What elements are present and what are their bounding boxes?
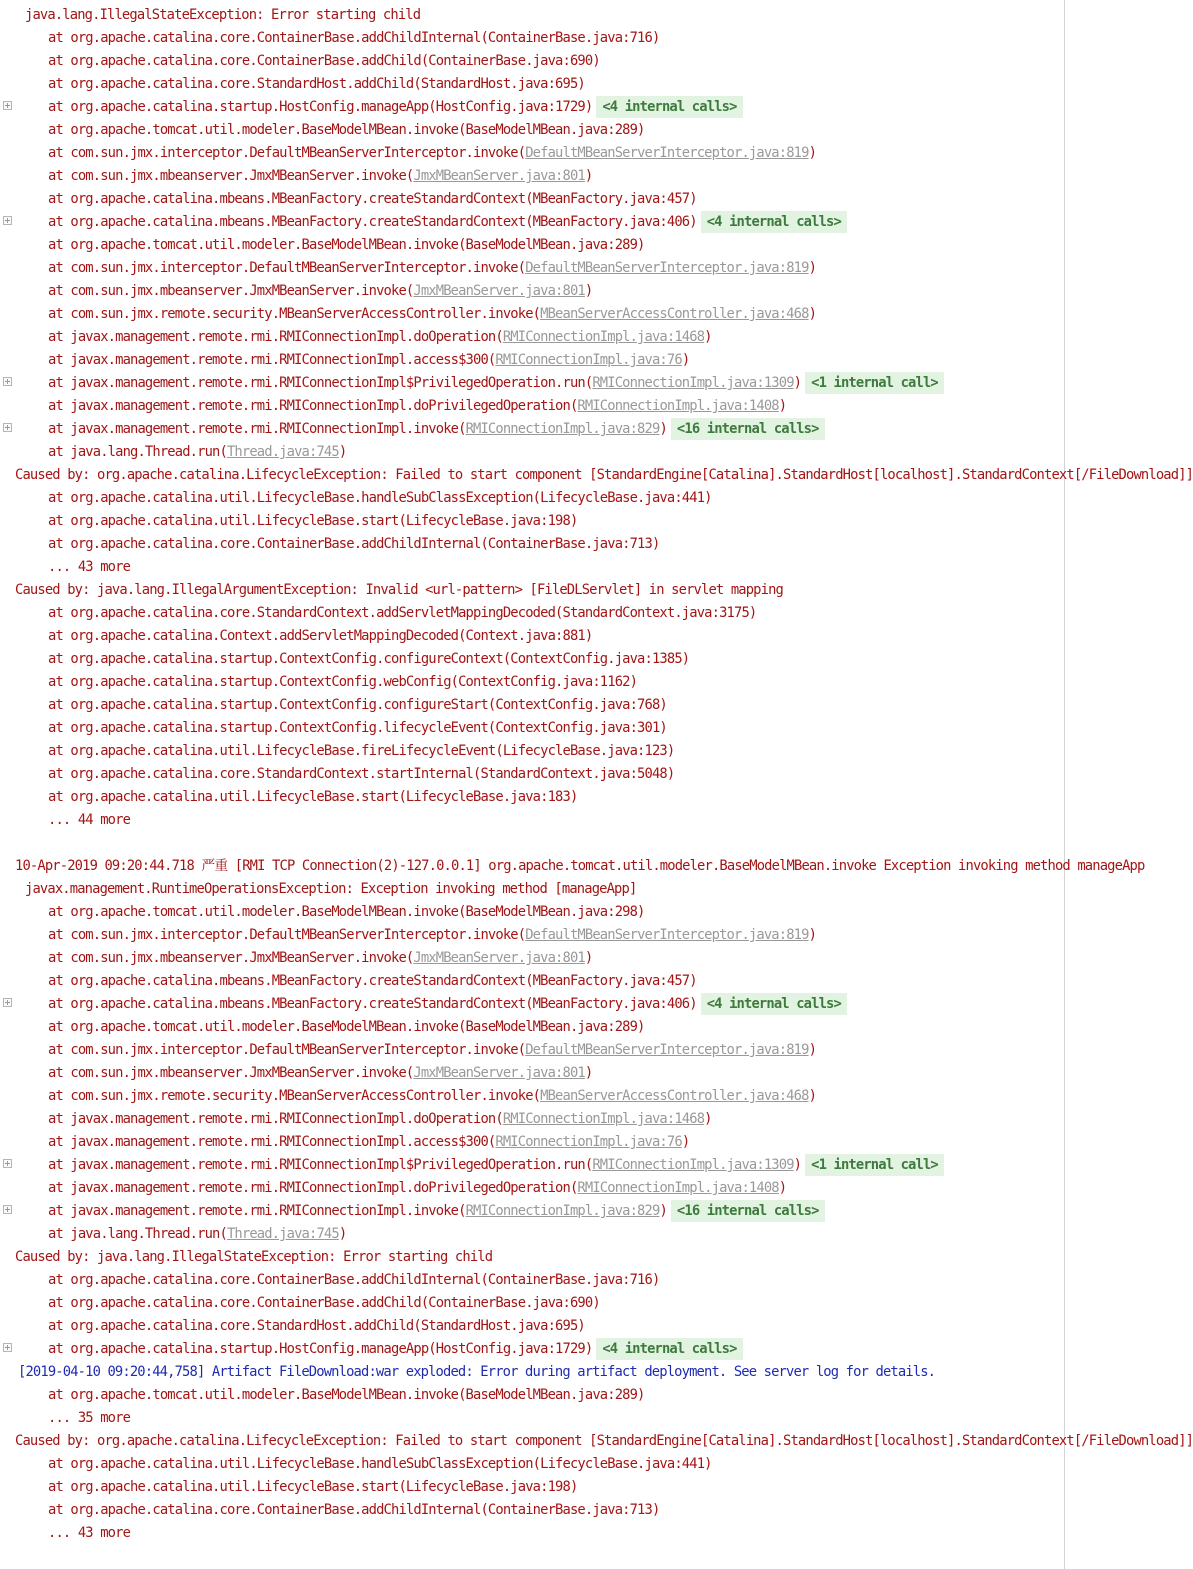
console-line-suffix: ) xyxy=(338,1226,347,1242)
source-file-link[interactable]: RMIConnectionImpl.java:1468 xyxy=(502,329,705,345)
source-file-link[interactable]: RMIConnectionImpl.java:1408 xyxy=(577,398,779,414)
console-line-text: at javax.management.remote.rmi.RMIConnectionImpl.doPrivilegedOperation( xyxy=(48,1180,578,1196)
console-line-text: java.lang.IllegalStateException: Error starting child xyxy=(25,7,421,23)
source-file-link[interactable]: JmxMBeanServer.java:801 xyxy=(413,168,585,184)
source-file-link[interactable]: RMIConnectionImpl.java:829 xyxy=(465,1203,660,1219)
console-line-exception xyxy=(0,0,1064,27)
console-line-frame xyxy=(0,142,1064,165)
console-line-frame xyxy=(0,1131,1064,1154)
console-line-text: Caused by: java.lang.IllegalStateException: Error starting child xyxy=(15,1249,493,1265)
console-line-text: at java.lang.Thread.run( xyxy=(48,444,227,460)
console-line-frame xyxy=(0,556,1064,579)
console-line-text: at org.apache.catalina.Context.addServletMappingDecoded(Context.java:881) xyxy=(48,628,593,644)
console-line-frame xyxy=(0,510,1064,533)
source-file-link[interactable]: RMIConnectionImpl.java:829 xyxy=(465,421,660,437)
expand-plus-icon[interactable] xyxy=(3,101,12,110)
console-line-text: 10-Apr-2019 09:20:44.718 严重 [RMI TCP Connection(2)-127.0.0.1] org.apache.tomcat.util.modeler.BaseModelMBean.invoke Exception invoking method manageApp xyxy=(15,858,1145,874)
console-line-frame xyxy=(0,1315,1064,1338)
console-line-text: at com.sun.jmx.interceptor.DefaultMBeanServerInterceptor.invoke( xyxy=(48,927,526,943)
console-line-frame xyxy=(0,395,1064,418)
expand-plus-icon[interactable] xyxy=(3,1159,12,1168)
console-line-frame xyxy=(0,1384,1064,1407)
console-line-text: [2019-04-10 09:20:44,758] Artifact FileDownload:war exploded: Error during artifact deployment. See server log for details. xyxy=(18,1364,936,1380)
console-line-frame xyxy=(0,119,1064,142)
console-line-text: at org.apache.catalina.core.StandardContext.startInternal(StandardContext.java:5048) xyxy=(48,766,675,782)
console-line-text: at org.apache.catalina.mbeans.MBeanFactory.createStandardContext(MBeanFactory.java:406) xyxy=(48,996,697,1012)
console-line-caused xyxy=(0,1430,1193,1453)
console-line-frame xyxy=(0,165,1064,188)
console-line-frame xyxy=(0,625,1064,648)
internal-calls-toggle[interactable]: <4 internal calls> xyxy=(596,96,742,118)
console-line-text: at org.apache.catalina.core.ContainerBase.addChild(ContainerBase.java:690) xyxy=(48,53,600,69)
console-line-suffix: ) xyxy=(681,1134,690,1150)
console-line-frame xyxy=(0,257,1064,280)
console-line-text: at org.apache.catalina.startup.ContextConfig.configureStart(ContextConfig.java:768) xyxy=(48,697,667,713)
console-line-text: at java.lang.Thread.run( xyxy=(48,1226,227,1242)
source-file-link[interactable]: JmxMBeanServer.java:801 xyxy=(413,1065,585,1081)
console-line-text: at org.apache.catalina.core.ContainerBase.addChildInternal(ContainerBase.java:716) xyxy=(48,30,660,46)
expand-plus-icon[interactable] xyxy=(3,423,12,432)
console-line-frame xyxy=(0,1292,1064,1315)
console-line-info xyxy=(0,1361,1064,1384)
internal-calls-toggle[interactable]: <1 internal call> xyxy=(805,372,944,394)
console-line-frame xyxy=(0,487,1064,510)
console-line-frame xyxy=(0,372,1064,395)
source-file-link[interactable]: DefaultMBeanServerInterceptor.java:819 xyxy=(525,260,809,276)
source-file-link[interactable]: RMIConnectionImpl.java:1309 xyxy=(592,375,794,391)
console-line-frame xyxy=(0,1085,1064,1108)
console-line-frame xyxy=(0,924,1064,947)
console-line-frame xyxy=(0,1499,1064,1522)
console-line-frame xyxy=(0,27,1064,50)
console-line-text: at org.apache.tomcat.util.modeler.BaseModelMBean.invoke(BaseModelMBean.java:289) xyxy=(48,237,645,253)
source-file-link[interactable]: RMIConnectionImpl.java:1408 xyxy=(577,1180,779,1196)
source-file-link[interactable]: JmxMBeanServer.java:801 xyxy=(413,950,585,966)
console-line-frame xyxy=(0,901,1064,924)
console-line-text: at javax.management.remote.rmi.RMIConnectionImpl.invoke( xyxy=(48,421,466,437)
console-line-caused xyxy=(0,464,1193,487)
console-line-frame xyxy=(0,326,1064,349)
console-line-suffix: ) xyxy=(793,375,802,391)
internal-calls-toggle[interactable]: <1 internal call> xyxy=(805,1154,944,1176)
console-line-suffix: ) xyxy=(704,1111,712,1127)
console-line-text: at org.apache.catalina.util.LifecycleBase.fireLifecycleEvent(LifecycleBase.java:123) xyxy=(48,743,675,759)
console-line-suffix: ) xyxy=(704,329,712,345)
console-line-frame xyxy=(0,280,1064,303)
console-line-text: at org.apache.catalina.util.LifecycleBase.handleSubClassException(LifecycleBase.java:441) xyxy=(48,1456,712,1472)
console-line-suffix: ) xyxy=(778,1180,787,1196)
source-file-link[interactable]: Thread.java:745 xyxy=(226,444,339,460)
console-line-text: ... 43 more xyxy=(48,1525,131,1541)
console-line-text: at org.apache.tomcat.util.modeler.BaseModelMBean.invoke(BaseModelMBean.java:289) xyxy=(48,1019,645,1035)
console-line-text: at javax.management.remote.rmi.RMIConnectionImpl.access$300( xyxy=(48,352,496,368)
console-line-text: at org.apache.catalina.util.LifecycleBase.start(LifecycleBase.java:198) xyxy=(48,1479,578,1495)
console-line-caused xyxy=(0,579,1064,602)
console-line-text: Caused by: org.apache.catalina.LifecycleException: Failed to start component [StandardEngine[Catalina].StandardHost[localhost].StandardContext[/FileDownload]] xyxy=(15,1433,1193,1449)
console-line-text: javax.management.RuntimeOperationsException: Exception invoking method [manageApp] xyxy=(25,881,637,897)
console-line-text: Caused by: java.lang.IllegalArgumentException: Invalid <url-pattern> [FileDLServlet] in servlet mapping xyxy=(15,582,784,598)
internal-calls-toggle[interactable]: <16 internal calls> xyxy=(671,418,825,440)
console-line-text: at org.apache.catalina.core.StandardContext.addServletMappingDecoded(StandardContext.java:3175) xyxy=(48,605,757,621)
console-line-text: at org.apache.catalina.startup.HostConfig.manageApp(HostConfig.java:1729) xyxy=(48,1341,593,1357)
expand-plus-icon[interactable] xyxy=(3,998,12,1007)
console-line-suffix: ) xyxy=(659,1203,667,1219)
console-line-text: at org.apache.catalina.util.LifecycleBase.start(LifecycleBase.java:198) xyxy=(48,513,578,529)
console-line-log xyxy=(0,855,1145,878)
console-line-frame xyxy=(0,717,1064,740)
console-line-frame xyxy=(0,441,1064,464)
console-line-text: at org.apache.catalina.core.StandardHost.addChild(StandardHost.java:695) xyxy=(48,76,585,92)
console-line-suffix: ) xyxy=(338,444,347,460)
console-line-text: at com.sun.jmx.interceptor.DefaultMBeanServerInterceptor.invoke( xyxy=(48,1042,526,1058)
console-line-text: at org.apache.catalina.core.ContainerBase.addChildInternal(ContainerBase.java:713) xyxy=(48,1502,660,1518)
console-line-frame xyxy=(0,1177,1064,1200)
console-line-frame xyxy=(0,1200,1064,1223)
console-line-frame xyxy=(0,50,1064,73)
console-line-text: at com.sun.jmx.mbeanserver.JmxMBeanServer.invoke( xyxy=(48,168,414,184)
console-line-suffix: ) xyxy=(778,398,787,414)
console-line-suffix: ) xyxy=(793,1157,802,1173)
console-line-frame xyxy=(0,970,1064,993)
expand-plus-icon[interactable] xyxy=(3,216,12,225)
console-line-frame xyxy=(0,1476,1064,1499)
console-line-suffix: ) xyxy=(808,260,817,276)
console-line-text: at javax.management.remote.rmi.RMIConnectionImpl.invoke( xyxy=(48,1203,466,1219)
console-line-text: at org.apache.catalina.startup.ContextConfig.lifecycleEvent(ContextConfig.java:301) xyxy=(48,720,667,736)
source-file-link[interactable]: RMIConnectionImpl.java:1468 xyxy=(502,1111,705,1127)
source-file-link[interactable]: DefaultMBeanServerInterceptor.java:819 xyxy=(525,1042,809,1058)
console-line-text: at org.apache.catalina.startup.HostConfig.manageApp(HostConfig.java:1729) xyxy=(48,99,593,115)
console-line-suffix: ) xyxy=(681,352,690,368)
internal-calls-toggle[interactable]: <16 internal calls> xyxy=(671,1200,825,1222)
console-line-frame xyxy=(0,740,1064,763)
source-file-link[interactable]: MBeanServerAccessController.java:468 xyxy=(540,1088,809,1104)
console-line-frame xyxy=(0,947,1064,970)
console-line-frame xyxy=(0,993,1064,1016)
console-line-frame xyxy=(0,1062,1064,1085)
source-file-link[interactable]: MBeanServerAccessController.java:468 xyxy=(540,306,809,322)
console-line-text: at org.apache.catalina.util.LifecycleBase.start(LifecycleBase.java:183) xyxy=(48,789,578,805)
console-line-blank xyxy=(0,832,1064,855)
console-line-frame xyxy=(0,1039,1064,1062)
console-line-text: at javax.management.remote.rmi.RMIConnectionImpl$PrivilegedOperation.run( xyxy=(48,375,593,391)
console-line-text: at org.apache.tomcat.util.modeler.BaseModelMBean.invoke(BaseModelMBean.java:289) xyxy=(48,1387,645,1403)
source-file-link[interactable]: DefaultMBeanServerInterceptor.java:819 xyxy=(525,145,809,161)
console-line-text: at org.apache.tomcat.util.modeler.BaseModelMBean.invoke(BaseModelMBean.java:289) xyxy=(48,122,645,138)
source-file-link[interactable]: RMIConnectionImpl.java:1309 xyxy=(592,1157,794,1173)
source-file-link[interactable]: RMIConnectionImpl.java:76 xyxy=(495,1134,682,1150)
console-line-text: ... 43 more xyxy=(48,559,131,575)
console-line-suffix: ) xyxy=(808,1042,817,1058)
console-line-text: at org.apache.tomcat.util.modeler.BaseModelMBean.invoke(BaseModelMBean.java:298) xyxy=(48,904,645,920)
console-line-text: at org.apache.catalina.core.StandardHost.addChild(StandardHost.java:695) xyxy=(48,1318,585,1334)
console-line-frame xyxy=(0,1453,1064,1476)
console-line-frame xyxy=(0,349,1064,372)
expand-plus-icon[interactable] xyxy=(3,377,12,386)
console-line-frame xyxy=(0,1407,1064,1430)
console-line-frame xyxy=(0,303,1064,326)
console-line-suffix: ) xyxy=(584,168,593,184)
console-line-suffix: ) xyxy=(584,1065,593,1081)
console-line-text: at org.apache.catalina.startup.ContextConfig.configureContext(ContextConfig.java:1385) xyxy=(48,651,690,667)
source-file-link[interactable]: Thread.java:745 xyxy=(226,1226,339,1242)
internal-calls-toggle[interactable]: <4 internal calls> xyxy=(701,993,847,1015)
console-line-text: at javax.management.remote.rmi.RMIConnectionImpl.doOperation( xyxy=(48,329,503,345)
console-line-frame xyxy=(0,671,1064,694)
console-line-text: at javax.management.remote.rmi.RMIConnectionImpl.doOperation( xyxy=(48,1111,503,1127)
console-line-text: at com.sun.jmx.remote.security.MBeanServerAccessController.invoke( xyxy=(48,306,541,322)
console-line-text: at com.sun.jmx.remote.security.MBeanServerAccessController.invoke( xyxy=(48,1088,541,1104)
console-line-frame xyxy=(0,694,1064,717)
console-line-text: at org.apache.catalina.mbeans.MBeanFactory.createStandardContext(MBeanFactory.java:457) xyxy=(48,191,697,207)
source-file-link[interactable]: JmxMBeanServer.java:801 xyxy=(413,283,585,299)
console-line-text: at com.sun.jmx.mbeanserver.JmxMBeanServer.invoke( xyxy=(48,950,414,966)
console-line-text: at org.apache.catalina.core.ContainerBase.addChildInternal(ContainerBase.java:716) xyxy=(48,1272,660,1288)
console-line-text: at org.apache.catalina.core.ContainerBase.addChild(ContainerBase.java:690) xyxy=(48,1295,600,1311)
source-file-link[interactable]: DefaultMBeanServerInterceptor.java:819 xyxy=(525,927,809,943)
console-line-frame xyxy=(0,188,1064,211)
console-line-suffix: ) xyxy=(584,283,593,299)
console-line-frame xyxy=(0,648,1064,671)
console-line-suffix: ) xyxy=(808,306,817,322)
console-line-text: at javax.management.remote.rmi.RMIConnectionImpl.doPrivilegedOperation( xyxy=(48,398,578,414)
console-line-frame xyxy=(0,418,1064,441)
console-line-text: at com.sun.jmx.mbeanserver.JmxMBeanServer.invoke( xyxy=(48,283,414,299)
console-line-text: at com.sun.jmx.interceptor.DefaultMBeanServerInterceptor.invoke( xyxy=(48,145,526,161)
console-line-frame xyxy=(0,96,1064,119)
console-line-text: at org.apache.catalina.util.LifecycleBase.handleSubClassException(LifecycleBase.java:441) xyxy=(48,490,712,506)
internal-calls-toggle[interactable]: <4 internal calls> xyxy=(701,211,847,233)
console-line-frame xyxy=(0,533,1064,556)
console-line-text: at javax.management.remote.rmi.RMIConnectionImpl.access$300( xyxy=(48,1134,496,1150)
console-line-suffix: ) xyxy=(808,145,817,161)
console-line-frame xyxy=(0,602,1064,625)
console-line-frame xyxy=(0,763,1064,786)
console-line-frame xyxy=(0,211,1064,234)
console-line-text: at org.apache.catalina.startup.ContextConfig.webConfig(ContextConfig.java:1162) xyxy=(48,674,638,690)
console-line-frame xyxy=(0,73,1064,96)
console-line-frame xyxy=(0,1338,1064,1361)
console-line-text: at javax.management.remote.rmi.RMIConnectionImpl$PrivilegedOperation.run( xyxy=(48,1157,593,1173)
source-file-link[interactable]: RMIConnectionImpl.java:76 xyxy=(495,352,682,368)
console-line-frame xyxy=(0,786,1064,809)
console-line-text: Caused by: org.apache.catalina.LifecycleException: Failed to start component [StandardEngine[Catalina].StandardHost[localhost].StandardContext[/FileDownload]] xyxy=(15,467,1193,483)
console-line-frame xyxy=(0,1108,1064,1131)
console-line-text: at org.apache.catalina.mbeans.MBeanFactory.createStandardContext(MBeanFactory.java:406) xyxy=(48,214,697,230)
console-line-suffix: ) xyxy=(659,421,667,437)
console-line-text: ... 35 more xyxy=(48,1410,131,1426)
console-line-frame xyxy=(0,234,1064,257)
console-line-frame xyxy=(0,1016,1064,1039)
expand-plus-icon[interactable] xyxy=(3,1205,12,1214)
internal-calls-toggle[interactable]: <4 internal calls> xyxy=(596,1338,742,1360)
console-line-text: at org.apache.catalina.mbeans.MBeanFactory.createStandardContext(MBeanFactory.java:457) xyxy=(48,973,697,989)
console-line-frame xyxy=(0,1269,1064,1292)
console-line-suffix: ) xyxy=(808,1088,817,1104)
console-line-frame xyxy=(0,1154,1064,1177)
console-line-text: at com.sun.jmx.interceptor.DefaultMBeanServerInterceptor.invoke( xyxy=(48,260,526,276)
console-line-exception xyxy=(0,878,1064,901)
console-line-text: at com.sun.jmx.mbeanserver.JmxMBeanServer.invoke( xyxy=(48,1065,414,1081)
console-line-suffix: ) xyxy=(808,927,817,943)
console-line-text: ... 44 more xyxy=(48,812,131,828)
console-line-suffix: ) xyxy=(584,950,593,966)
expand-plus-icon[interactable] xyxy=(3,1343,12,1352)
console-line-caused xyxy=(0,1246,1064,1269)
console-line-frame xyxy=(0,1522,1064,1545)
console-line-text: at org.apache.catalina.core.ContainerBase.addChildInternal(ContainerBase.java:713) xyxy=(48,536,660,552)
console-line-frame xyxy=(0,809,1064,832)
console-line-frame xyxy=(0,1223,1064,1246)
